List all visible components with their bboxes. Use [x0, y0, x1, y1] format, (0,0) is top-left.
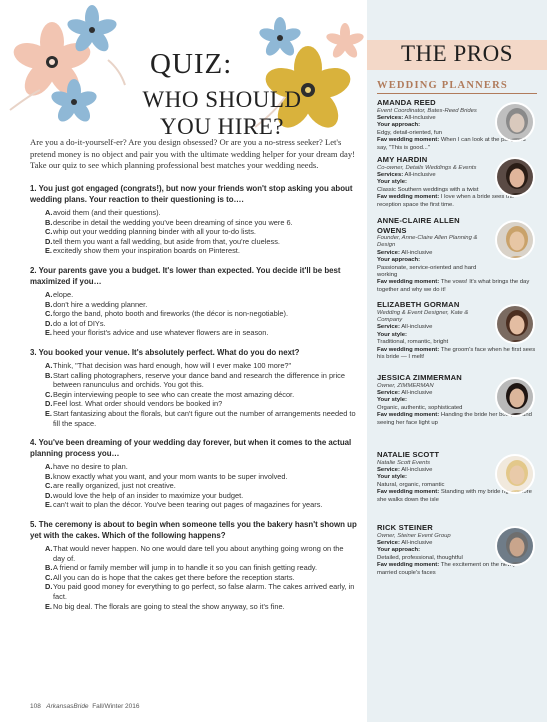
answer-option: [30, 371, 362, 390]
option-letter: E.: [45, 246, 52, 256]
pro-services-value: All-inclusive: [401, 466, 433, 473]
pro-style-label: [377, 397, 485, 404]
answer-option: [30, 462, 362, 472]
answer-option: [30, 218, 362, 228]
pro-style-heading: Your style:: [377, 179, 408, 186]
option-text: would love the help of an insider to maximize your budget.: [53, 490, 244, 500]
pro-services-label: Services:: [377, 171, 404, 178]
pro-style-heading: Your approach:: [377, 257, 421, 264]
answer-option: [30, 602, 362, 612]
option-letter: B.: [45, 370, 53, 380]
answer-option: [30, 563, 362, 573]
pro-fav-moment-label: Fav wedding moment:: [377, 194, 440, 201]
option-text: Start calling photographers, reserve your dance band and research the difference in price between ranunculus and orchids. You got this.: [53, 370, 345, 390]
pro-profile: [377, 373, 542, 427]
quiz-subtitle-line-2: YOU HIRE?: [160, 114, 284, 139]
option-text: avoid them (and their questions).: [53, 208, 161, 217]
pro-services-value: All-inclusive: [401, 539, 433, 546]
option-text: excitedly show them your inspiration boards on Pinterest.: [53, 246, 240, 256]
option-letter: D.: [45, 236, 53, 246]
option-letter: A.: [45, 208, 53, 217]
quiz-question: [30, 437, 362, 510]
pro-services-label: Service:: [377, 466, 400, 473]
questions-list: [30, 183, 362, 620]
option-letter: D.: [45, 582, 53, 592]
pro-style-heading: Your style:: [377, 474, 408, 481]
pro-services-label: Service:: [377, 389, 400, 396]
pro-services-label: Services:: [377, 114, 404, 121]
pro-fav-moment-value: I love when a bride sees the reception space the first time.: [377, 194, 515, 208]
pro-fav-moment-label: Fav wedding moment:: [377, 562, 440, 569]
pro-style-value: Edgy, detail-oriented, fun: [377, 129, 443, 136]
option-letter: E.: [45, 500, 52, 510]
pro-style-heading: Your style:: [377, 397, 408, 404]
pro-name: ELIZABETH GORMAN: [377, 300, 460, 309]
pro-fav-moment-label: Fav wedding moment:: [377, 346, 440, 353]
option-letter: A.: [45, 360, 53, 370]
pro-profile: [377, 300, 542, 361]
option-letter: D.: [45, 490, 53, 500]
pro-style-label: [377, 332, 485, 339]
pro-services-label: Service:: [377, 249, 400, 256]
pro-role: Wedding & Event Designer, Kate & Company: [377, 309, 469, 323]
option-letter: C.: [45, 481, 53, 491]
pro-profile: [377, 155, 542, 209]
answer-option: [30, 491, 362, 501]
pros-title: THE PROS: [401, 41, 513, 66]
option-text: describe in detail the wedding you've been dreaming of since you were 6.: [53, 217, 293, 227]
pro-services: [377, 115, 485, 122]
option-text: are really organized, just not creative.: [53, 481, 176, 491]
option-text: don't hire a wedding planner.: [53, 299, 148, 309]
pro-name: AMY HARDIN: [377, 155, 428, 164]
answer-option: [30, 409, 362, 428]
answer-option: [30, 309, 362, 319]
option-text: That would never happen. No one would dare tell you about anything going wrong on the day of.: [53, 544, 344, 563]
answer-option: [30, 237, 362, 247]
answer-option: [30, 361, 362, 371]
pro-fav-moment-value: The groom's face when he first sees his bride — I melt!: [377, 346, 536, 360]
pro-profile: [377, 523, 542, 577]
answer-option: [30, 481, 362, 491]
pro-fav-moment-label: Fav wedding moment:: [377, 412, 440, 419]
pro-name: RICK STEINER: [377, 523, 433, 532]
quiz-subtitle-line-1: WHO SHOULD: [142, 87, 302, 112]
question-text: 2. Your parents gave you a budget. It's lower than expected. You decide it'll be best maximized if you…: [30, 265, 341, 286]
question-text: 1. You just got engaged (congrats!), but now your friends won't stop asking you about wedding plans. Your reaction to their questioning is to….: [30, 184, 353, 204]
section-divider: [377, 93, 537, 94]
option-text: have no desire to plan.: [53, 462, 128, 472]
pro-services: [377, 172, 485, 179]
option-text: know exactly what you want, and your mom wants to be super involved.: [53, 471, 288, 481]
answer-option: [30, 290, 362, 300]
magazine-name: ArkansasBride: [46, 703, 89, 710]
option-letter: A.: [45, 544, 53, 554]
answer-option: [30, 390, 362, 400]
quiz-subtitle: [112, 86, 332, 140]
pro-photo: [495, 377, 535, 417]
pro-name: NATALIE SCOTT: [377, 450, 440, 459]
pro-photo: [495, 304, 535, 344]
answer-option: [30, 227, 362, 237]
option-letter: E.: [45, 328, 52, 338]
answer-option: [30, 472, 362, 482]
option-letter: C.: [45, 572, 53, 582]
pro-name: ANNE-CLAIRE ALLEN OWENS: [377, 216, 460, 235]
pro-services-value: All-inclusive: [401, 324, 433, 331]
pro-style-label: [377, 122, 485, 129]
pros-sidebar: [367, 0, 547, 722]
option-text: can't wait to plan the décor. You've been tearing out pages of magazines for years.: [53, 500, 323, 510]
option-letter: C.: [45, 309, 53, 319]
pro-services: [377, 540, 485, 547]
option-text: Start fantasizing about the florals, but can't figure out the number of arrangements needed to fill the space.: [53, 408, 356, 428]
answer-option: [30, 573, 362, 583]
pro-style-label: [377, 257, 485, 264]
pro-fav-moment: [377, 279, 537, 294]
pro-style-value: Detailed, professional, thoughtful: [377, 554, 463, 561]
pro-services-label: Service:: [377, 539, 400, 546]
pro-fav-moment-label: Fav wedding moment:: [377, 489, 440, 496]
page-number: 108: [30, 703, 41, 710]
pro-role: Owner, Steiner Event Group: [377, 532, 451, 539]
pro-style-value: Traditional, romantic, bright: [377, 339, 449, 346]
pro-services: [377, 467, 485, 474]
pro-profile: [377, 450, 542, 504]
pro-fav-moment-value: When I can look at the party and say, "This is good...": [377, 137, 526, 151]
answer-option: [30, 208, 362, 218]
option-letter: E.: [45, 601, 52, 611]
pro-services: [377, 250, 485, 257]
option-text: You paid good money for everything to go perfect, so false alarm. The cakes arrived early, in fact.: [53, 582, 355, 602]
pro-services-label: Service:: [377, 324, 400, 331]
pro-fav-moment-value: The vows! It's what brings the day together and why we do it!: [377, 279, 530, 293]
pro-style-heading: Your approach:: [377, 547, 421, 554]
question-text: 4. You've been dreaming of your wedding day forever, but when it comes to the actual planning process you…: [30, 438, 352, 459]
pro-photo: [495, 220, 535, 260]
pro-style-heading: Your style:: [377, 331, 408, 338]
option-letter: C.: [45, 227, 53, 237]
pro-style-value: Classic Southern weddings with a twist: [377, 186, 479, 193]
pro-services-value: All-inclusive: [401, 389, 433, 396]
answer-option: [30, 582, 362, 601]
option-letter: D.: [45, 399, 53, 409]
answer-option: [30, 319, 362, 329]
option-letter: B.: [45, 471, 53, 481]
question-text: 3. You booked your venue. It's absolutely perfect. What do you do next?: [30, 347, 300, 357]
pro-services-value: All-inclusive: [404, 114, 436, 121]
pro-profile: [377, 98, 542, 152]
pro-fav-moment-value: Standing with my bride right before she walks down the isle: [377, 489, 532, 503]
option-text: Begin interviewing people to see who can create the most amazing décor.: [53, 389, 295, 399]
answer-option: [30, 300, 362, 310]
pro-photo: [495, 454, 535, 494]
pro-role: Natalie Scott Events: [377, 459, 431, 466]
pro-style-heading: Your approach:: [377, 122, 421, 129]
answer-option: [30, 500, 362, 510]
pro-fav-moment-value: Handing the bride her bouquet and seeing her face light up: [377, 412, 532, 426]
option-text: tell them you want a fall wedding, but aside from that, you're clueless.: [53, 236, 280, 246]
pro-services-value: All-inclusive: [404, 171, 436, 178]
pro-services: [377, 390, 485, 397]
pro-role: Co-owner, Details Weddings & Events: [377, 164, 477, 171]
option-text: do a lot of DIYs.: [53, 318, 106, 328]
pro-role: Founder, Anne-Claire Allen Planning & Design: [377, 235, 478, 249]
pro-name: JESSICA ZIMMERMAN: [377, 373, 462, 382]
pro-photo: [495, 157, 535, 197]
quiz-question: [30, 183, 362, 256]
option-text: All you can do is hope that the cakes get there before the reception starts.: [53, 572, 295, 582]
option-text: Feel lost. What order should vendors be booked in?: [53, 399, 223, 409]
pro-fav-moment: [377, 347, 537, 362]
pros-section-heading: WEDDING PLANNERS: [377, 80, 508, 91]
pro-style-label: [377, 474, 485, 481]
pro-role: Owner, ZIMMERMAN: [377, 382, 434, 389]
floral-decoration-left: [0, 0, 130, 135]
option-letter: B.: [45, 563, 53, 573]
option-text: forgo the band, photo booth and fireworks (the décor is non-negotiable).: [53, 309, 289, 319]
option-letter: E.: [45, 408, 52, 418]
answer-option: [30, 246, 362, 256]
question-text: 5. The ceremony is about to begin when someone tells you the bakery hasn't shown up yet with the cakes. Which of the following happens?: [30, 520, 357, 541]
issue-label: Fall/Winter 2016: [92, 703, 140, 710]
answer-option: [30, 544, 362, 563]
pro-fav-moment-label: Fav wedding moment:: [377, 279, 440, 286]
quiz-question: [30, 519, 362, 611]
pro-style-label: [377, 179, 485, 186]
pro-fav-moment-value: The excitement on the newly married couple's faces: [377, 562, 516, 576]
pro-name: AMANDA REED: [377, 98, 436, 107]
pro-photo: [495, 526, 535, 566]
pro-role: Event Coordinator, Bates-Reed Brides: [377, 107, 477, 114]
pro-style-value: Natural, organic, romantic: [377, 481, 445, 488]
option-letter: A.: [45, 462, 53, 472]
option-letter: A.: [45, 289, 53, 299]
option-text: A friend or family member will jump in to handle it so you can finish getting ready.: [53, 563, 317, 573]
pro-services-value: All-inclusive: [401, 249, 433, 256]
option-text: Think, "That decision was hard enough, how will I ever make 100 more?": [53, 360, 292, 370]
page-footer: [30, 703, 140, 710]
pro-style-label: [377, 547, 485, 554]
pro-style-value: Passionate, service-oriented and hard working: [377, 264, 477, 279]
option-text: elope.: [53, 289, 74, 299]
answer-option: [30, 328, 362, 338]
quiz-title: QUIZ:: [150, 48, 233, 80]
option-letter: D.: [45, 318, 53, 328]
option-letter: C.: [45, 389, 53, 399]
option-letter: B.: [45, 217, 53, 227]
pro-style-value: Organic, authentic, sophisticated: [377, 404, 463, 411]
pro-profile: [377, 216, 542, 294]
option-letter: B.: [45, 299, 53, 309]
pro-fav-moment-label: Fav wedding moment:: [377, 137, 440, 144]
quiz-question: [30, 347, 362, 428]
pro-photo: [495, 102, 535, 142]
option-text: whip out your wedding planning binder with all your to-do lists.: [53, 227, 256, 237]
option-text: heed your florist's advice and use whatever flowers are in season.: [53, 328, 269, 338]
pro-services: [377, 324, 485, 331]
quiz-question: [30, 265, 362, 338]
answer-option: [30, 399, 362, 409]
quiz-intro: Are you a do-it-yourself-er? Are you design obsessed? Or are you a no-stress seeker? Let's pretend money is no object and pair you with the ultimate wedding helper for your dream day! Take our quiz to see which planning professional best matches your wedding needs.: [30, 137, 356, 170]
option-text: No big deal. The florals are going to steal the show anyway, so it's fine.: [53, 601, 285, 611]
